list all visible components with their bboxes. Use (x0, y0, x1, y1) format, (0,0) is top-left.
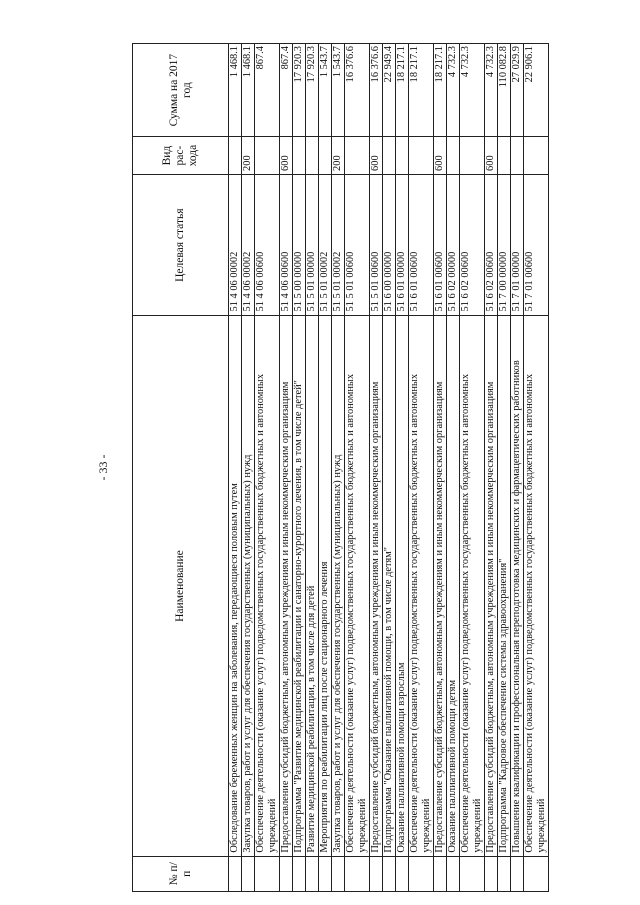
cell-sum: 1 468.1 (229, 44, 242, 137)
table-row (345, 44, 370, 892)
cell-type (293, 137, 306, 175)
cell-code: 51 5 01 00600 (345, 174, 370, 316)
table-row (293, 44, 306, 892)
table-row (460, 44, 485, 892)
header-code: Целевая статья (133, 174, 229, 316)
table-header-row (133, 44, 229, 892)
cell-code: 51 5 00 00000 (293, 174, 306, 316)
cell-name: Обследование беременных женщин на заболевания, передающиеся половым путем (229, 316, 242, 856)
cell-num (332, 856, 345, 891)
table-row (319, 44, 332, 892)
cell-code: 51 5 01 00002 (332, 174, 345, 316)
cell-type (524, 137, 549, 175)
table-row (242, 44, 255, 892)
cell-name: Обеспечение деятельности (оказание услуг) подведомственных государственных бюджетных и автономных учреждений (409, 316, 434, 856)
cell-name: Оказание паллиативной помощи детям (447, 316, 460, 856)
cell-num (242, 856, 255, 891)
cell-code: 51 4 06 00600 (255, 174, 280, 316)
cell-type: 200 (242, 137, 255, 175)
cell-code: 51 7 00 00000 (498, 174, 511, 316)
header-type: Вид рас- хода (133, 137, 229, 175)
cell-type (460, 137, 485, 175)
cell-name: Развитие медицинской реабилитации, в том числе для детей (306, 316, 319, 856)
cell-num (306, 856, 319, 891)
table-row (447, 44, 460, 892)
cell-code: 51 5 01 00002 (319, 174, 332, 316)
cell-num (498, 856, 511, 891)
cell-num (524, 856, 549, 891)
cell-name: Закупка товаров, работ и услуг для обеспечения государственных (муниципальных) нужд (242, 316, 255, 856)
cell-name: Обеспечение деятельности (оказание услуг) подведомственных государственных бюджетных и автономных учреждений (524, 316, 549, 856)
header-sum: Сумма на 2017 год (133, 44, 229, 137)
cell-code: 51 5 01 00000 (306, 174, 319, 316)
table-row (498, 44, 511, 892)
cell-type (498, 137, 511, 175)
cell-type (511, 137, 524, 175)
table-row (434, 44, 447, 892)
cell-sum: 4 732.3 (447, 44, 460, 137)
cell-type: 600 (485, 137, 498, 175)
cell-num (396, 856, 409, 891)
cell-type: 600 (434, 137, 447, 175)
cell-sum: 27 029.9 (511, 44, 524, 137)
cell-num (370, 856, 383, 891)
cell-sum: 17 920.3 (306, 44, 319, 137)
cell-sum: 1 543.7 (319, 44, 332, 137)
table-row (485, 44, 498, 892)
cell-num (511, 856, 524, 891)
cell-code: 51 7 01 00000 (511, 174, 524, 316)
cell-num (383, 856, 396, 891)
cell-num (434, 856, 447, 891)
cell-code: 51 4 06 00600 (280, 174, 293, 316)
header-num: № п/п (133, 856, 229, 891)
cell-code: 51 7 01 00600 (524, 174, 549, 316)
cell-num (345, 856, 370, 891)
cell-code: 51 6 02 00600 (460, 174, 485, 316)
cell-name: Обеспечение деятельности (оказание услуг) подведомственных государственных бюджетных и автономных учреждений (460, 316, 485, 856)
cell-code: 51 4 06 00002 (242, 174, 255, 316)
table-row (332, 44, 345, 892)
cell-code: 51 5 01 00600 (370, 174, 383, 316)
table-row (229, 44, 242, 892)
table-row (524, 44, 549, 892)
cell-type (383, 137, 396, 175)
table-row (306, 44, 319, 892)
cell-sum: 22 906.1 (524, 44, 549, 137)
cell-sum: 18 217.1 (396, 44, 409, 137)
cell-name: Подпрограмма "Оказание паллиативной помощи, в том числе детям" (383, 316, 396, 856)
cell-type (396, 137, 409, 175)
cell-code: 51 6 02 00000 (447, 174, 460, 316)
table-body (229, 44, 549, 892)
cell-name: Обеспечение деятельности (оказание услуг) подведомственных государственных бюджетных и автономных учреждений (255, 316, 280, 856)
document-page (92, 43, 602, 892)
cell-sum: 16 376.6 (345, 44, 370, 137)
cell-sum: 4 732.3 (485, 44, 498, 137)
cell-type (447, 137, 460, 175)
cell-num (229, 856, 242, 891)
cell-type (306, 137, 319, 175)
table-row (383, 44, 396, 892)
cell-name: Обеспечение деятельности (оказание услуг) подведомственных государственных бюджетных и автономных учреждений (345, 316, 370, 856)
table-row (255, 44, 280, 892)
table-row (280, 44, 293, 892)
cell-type: 600 (370, 137, 383, 175)
cell-code: 51 6 01 00000 (396, 174, 409, 316)
cell-code: 51 6 01 00600 (434, 174, 447, 316)
page-number: - 33 - (96, 454, 110, 481)
cell-code: 51 6 01 00600 (409, 174, 434, 316)
cell-type (409, 137, 434, 175)
cell-sum: 18 217.1 (434, 44, 447, 137)
cell-name: Закупка товаров, работ и услуг для обеспечения государственных (муниципальных) нужд (332, 316, 345, 856)
cell-name: Предоставление субсидий бюджетным, автономным учреждениям и иным некоммерческим организациям (370, 316, 383, 856)
cell-name: Оказание паллиативной помощи взрослым (396, 316, 409, 856)
cell-name: Предоставление субсидий бюджетным, автономным учреждениям и иным некоммерческим организациям (280, 316, 293, 856)
cell-sum: 4 732.3 (460, 44, 485, 137)
table-row (409, 44, 434, 892)
cell-name: Мероприятия по реабилитации лиц после стационарного лечения (319, 316, 332, 856)
cell-name: Подпрограмма "Кадровое обеспечение системы здравоохранения" (498, 316, 511, 856)
cell-num (255, 856, 280, 891)
cell-type (319, 137, 332, 175)
cell-sum: 1 543.7 (332, 44, 345, 137)
cell-num (460, 856, 485, 891)
cell-num (293, 856, 306, 891)
cell-name: Предоставление субсидий бюджетным, автономным учреждениям и иным некоммерческим организациям (434, 316, 447, 856)
table-row (396, 44, 409, 892)
cell-sum: 867.4 (255, 44, 280, 137)
cell-sum: 110 082.8 (498, 44, 511, 137)
cell-num (485, 856, 498, 891)
cell-type: 200 (332, 137, 345, 175)
cell-num (319, 856, 332, 891)
cell-num (280, 856, 293, 891)
budget-table (132, 43, 549, 892)
cell-type (229, 137, 242, 175)
cell-num (447, 856, 460, 891)
cell-type: 600 (280, 137, 293, 175)
cell-sum: 867.4 (280, 44, 293, 137)
table-row (511, 44, 524, 892)
cell-code: 51 4 06 00002 (229, 174, 242, 316)
cell-sum: 1 468.1 (242, 44, 255, 137)
cell-code: 51 6 02 00600 (485, 174, 498, 316)
cell-name: Предоставление субсидий бюджетным, автономным учреждениям и иным некоммерческим организациям (485, 316, 498, 856)
cell-code: 51 6 00 00000 (383, 174, 396, 316)
cell-name: Подпрограмма "Развитие медицинской реабилитации и санаторно-курортного лечения, в том числе детей" (293, 316, 306, 856)
cell-num (409, 856, 434, 891)
header-name: Наименование (133, 316, 229, 856)
cell-sum: 22 949.4 (383, 44, 396, 137)
cell-type (255, 137, 280, 175)
cell-sum: 18 217.1 (409, 44, 434, 137)
cell-sum: 16 376.6 (370, 44, 383, 137)
cell-sum: 17 920.3 (293, 44, 306, 137)
cell-name: Повышение квалификации и профессиональная переподготовка медицинских и фармацевтических работников (511, 316, 524, 856)
table-row (370, 44, 383, 892)
cell-type (345, 137, 370, 175)
